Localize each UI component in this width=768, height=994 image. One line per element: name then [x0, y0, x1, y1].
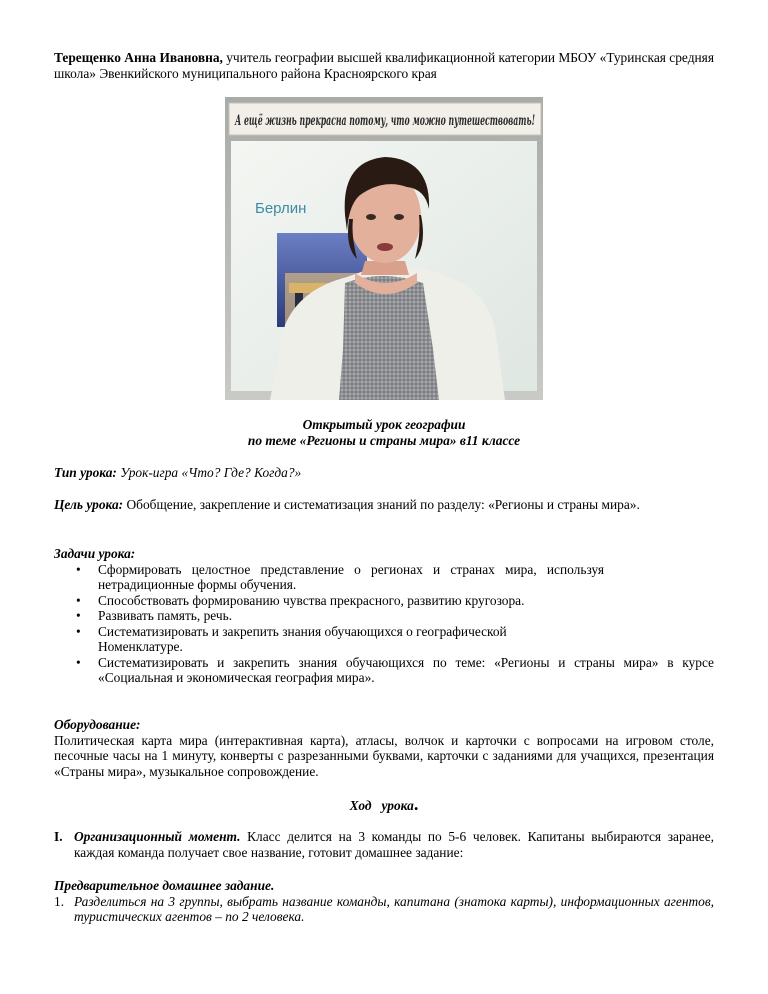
goal-value: Обобщение, закрепление и систематизация знаний по разделу: «Регионы и страны мира».	[123, 497, 640, 512]
homework-item-number: 1.	[54, 893, 65, 909]
homework-label: Предварительное домашнее задание.	[54, 878, 275, 893]
lesson-type-label: Тип урока:	[54, 465, 117, 480]
lesson-tasks	[54, 546, 714, 686]
banner-text: А ещё жизнь прекрасна потому, что можно путешествовать!	[234, 113, 535, 129]
list-item: • Систематизировать и закрепить знания обучающихся о географической Номенклатуре.	[54, 624, 714, 655]
caption-line-1: Открытый урок географии	[302, 417, 466, 432]
caption-line-2: по теме «Регионы и страны мира» в11 классе	[247, 432, 521, 448]
course-title-dot: .	[413, 794, 419, 814]
section-organizational	[54, 829, 714, 860]
course-title: Ход урока	[349, 798, 414, 813]
lesson-caption	[54, 417, 714, 448]
goal-label: Цель урока:	[54, 497, 124, 512]
list-item: • Развивать память, речь.	[54, 608, 714, 624]
homework	[54, 878, 714, 925]
tasks-list	[54, 562, 714, 686]
section-text: Класс делится на 3 команды по 5-6 человек. Капитаны выбираются заранее, каждая команда получает свое название, готовит домашнее задание:	[74, 829, 714, 860]
equipment-label: Оборудование:	[54, 717, 141, 732]
list-item: • Способствовать формированию чувства прекрасного, развитию кругозора.	[54, 593, 714, 609]
list-item	[54, 894, 714, 925]
teacher-photo	[225, 97, 543, 400]
lesson-type-value: Урок-игра «Что? Где? Когда?»	[116, 465, 302, 480]
author-name: Терещенко Анна Ивановна,	[54, 50, 223, 65]
author-paragraph	[54, 50, 714, 81]
lesson-type	[54, 465, 714, 481]
equipment-text: Политическая карта мира (интерактивная карта), атласы, волчок и карточки с вопросами на игровом столе, песочные часы на 1 минуту, конверты с разрезанными буквами, карточки с заданиями для учащихся, презентация «Страны мира», музыкальное сопровождение.	[54, 732, 714, 779]
homework-item-text: Разделиться на 3 группы, выбрать название команды, капитана (знатока карты), информационных агентов, туристических агентов – по 2 человека.	[74, 893, 714, 924]
section-number: I.	[54, 829, 63, 844]
equipment	[54, 717, 714, 779]
list-item: • Систематизировать и закрепить знания обучающихся по теме: «Регионы и страны мира» в курсе «Социальная и экономическая география мира».	[54, 655, 714, 686]
author-description: учитель географии высшей квалификационной категории МБОУ «Туринская средняя школа» Эвенкийского муниципального района Красноярского края	[54, 50, 714, 81]
list-item: • Сформировать целостное представление о регионах и странах мира, используя нетрадиционные формы обучения.	[54, 562, 714, 593]
tasks-label: Задачи урока:	[54, 546, 136, 561]
section-label: Организационный момент.	[74, 829, 241, 844]
lesson-goal	[54, 497, 714, 513]
course-heading	[54, 794, 714, 814]
slide-title: Берлин	[255, 200, 307, 217]
